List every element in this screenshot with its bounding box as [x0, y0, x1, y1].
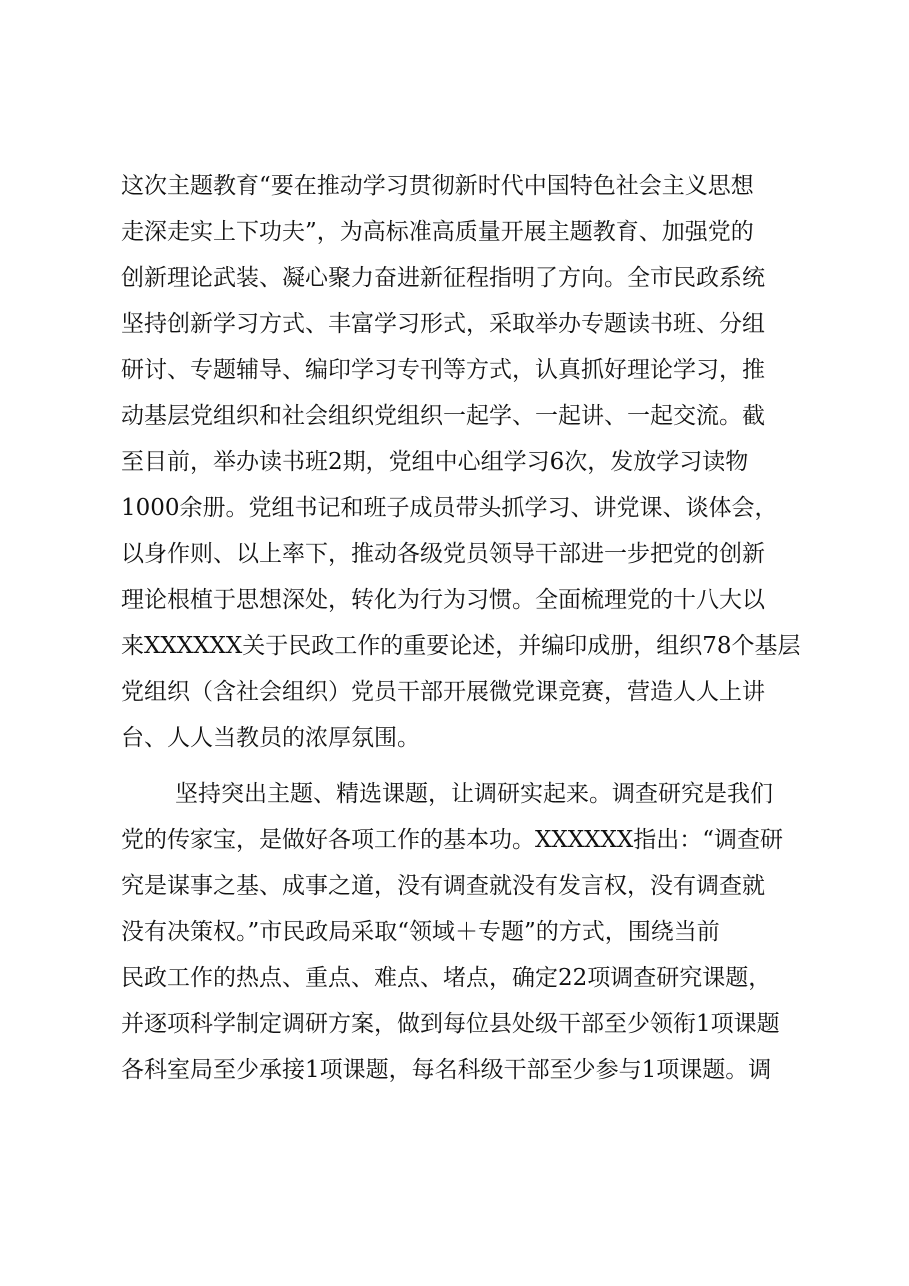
text-line: 1000余册。党组书记和班子成员带头抓学习、讲党课、谈体会，: [121, 495, 778, 521]
text-line: 没有决策权。”市民政局采取“领域＋专题”的方式，围绕当前: [121, 919, 720, 945]
text-line: 以身作则、以上率下，推动各级党员领导干部进一步把党的创新: [121, 541, 765, 567]
text-line: 党组织（含社会组织）党员干部开展微党课竞赛，营造人人上讲: [121, 679, 765, 705]
text-line: 台、人人当教员的浓厚氛围。: [121, 725, 420, 751]
text-line: 并逐项科学制定调研方案，做到每位县处级干部至少领衔1项课题: [121, 1011, 780, 1037]
text-line: 走深走实上下功夫”，为高标准高质量开展主题教育、加强党的: [121, 219, 754, 245]
text-line: 至目前，举办读书班2期，党组中心组学习6次，发放学习读物: [121, 449, 749, 475]
text-line: 来XXXXXX关于民政工作的重要论述，并编印成册，组织78个基层: [121, 633, 801, 659]
text-line: 民政工作的热点、重点、难点、堵点，确定22项调查研究课题，: [121, 965, 772, 991]
text-line: 这次主题教育“要在推动学习贯彻新时代中国特色社会主义思想: [121, 173, 754, 199]
text-line: 坚持突出主题、精选课题，让调研实起来。调查研究是我们: [175, 781, 773, 807]
text-line: 各科室局至少承接1项课题，每名科级干部至少参与1项课题。调: [121, 1057, 772, 1083]
text-line: 创新理论武装、凝心聚力奋进新征程指明了方向。全市民政系统: [121, 265, 765, 291]
text-line: 坚持创新学习方式、丰富学习形式，采取举办专题读书班、分组: [121, 311, 765, 337]
text-line: 究是谋事之基、成事之道，没有调查就没有发言权，没有调查就: [121, 873, 765, 899]
text-line: 动基层党组织和社会组织党组织一起学、一起讲、一起交流。截: [121, 403, 765, 429]
text-line: 研讨、专题辅导、编印学习专刊等方式，认真抓好理论学习，推: [121, 357, 765, 383]
text-line: 党的传家宝，是做好各项工作的基本功。XXXXXX指出：“调查研: [121, 827, 784, 853]
text-line: 理论根植于思想深处，转化为行为习惯。全面梳理党的十八大以: [121, 587, 765, 613]
